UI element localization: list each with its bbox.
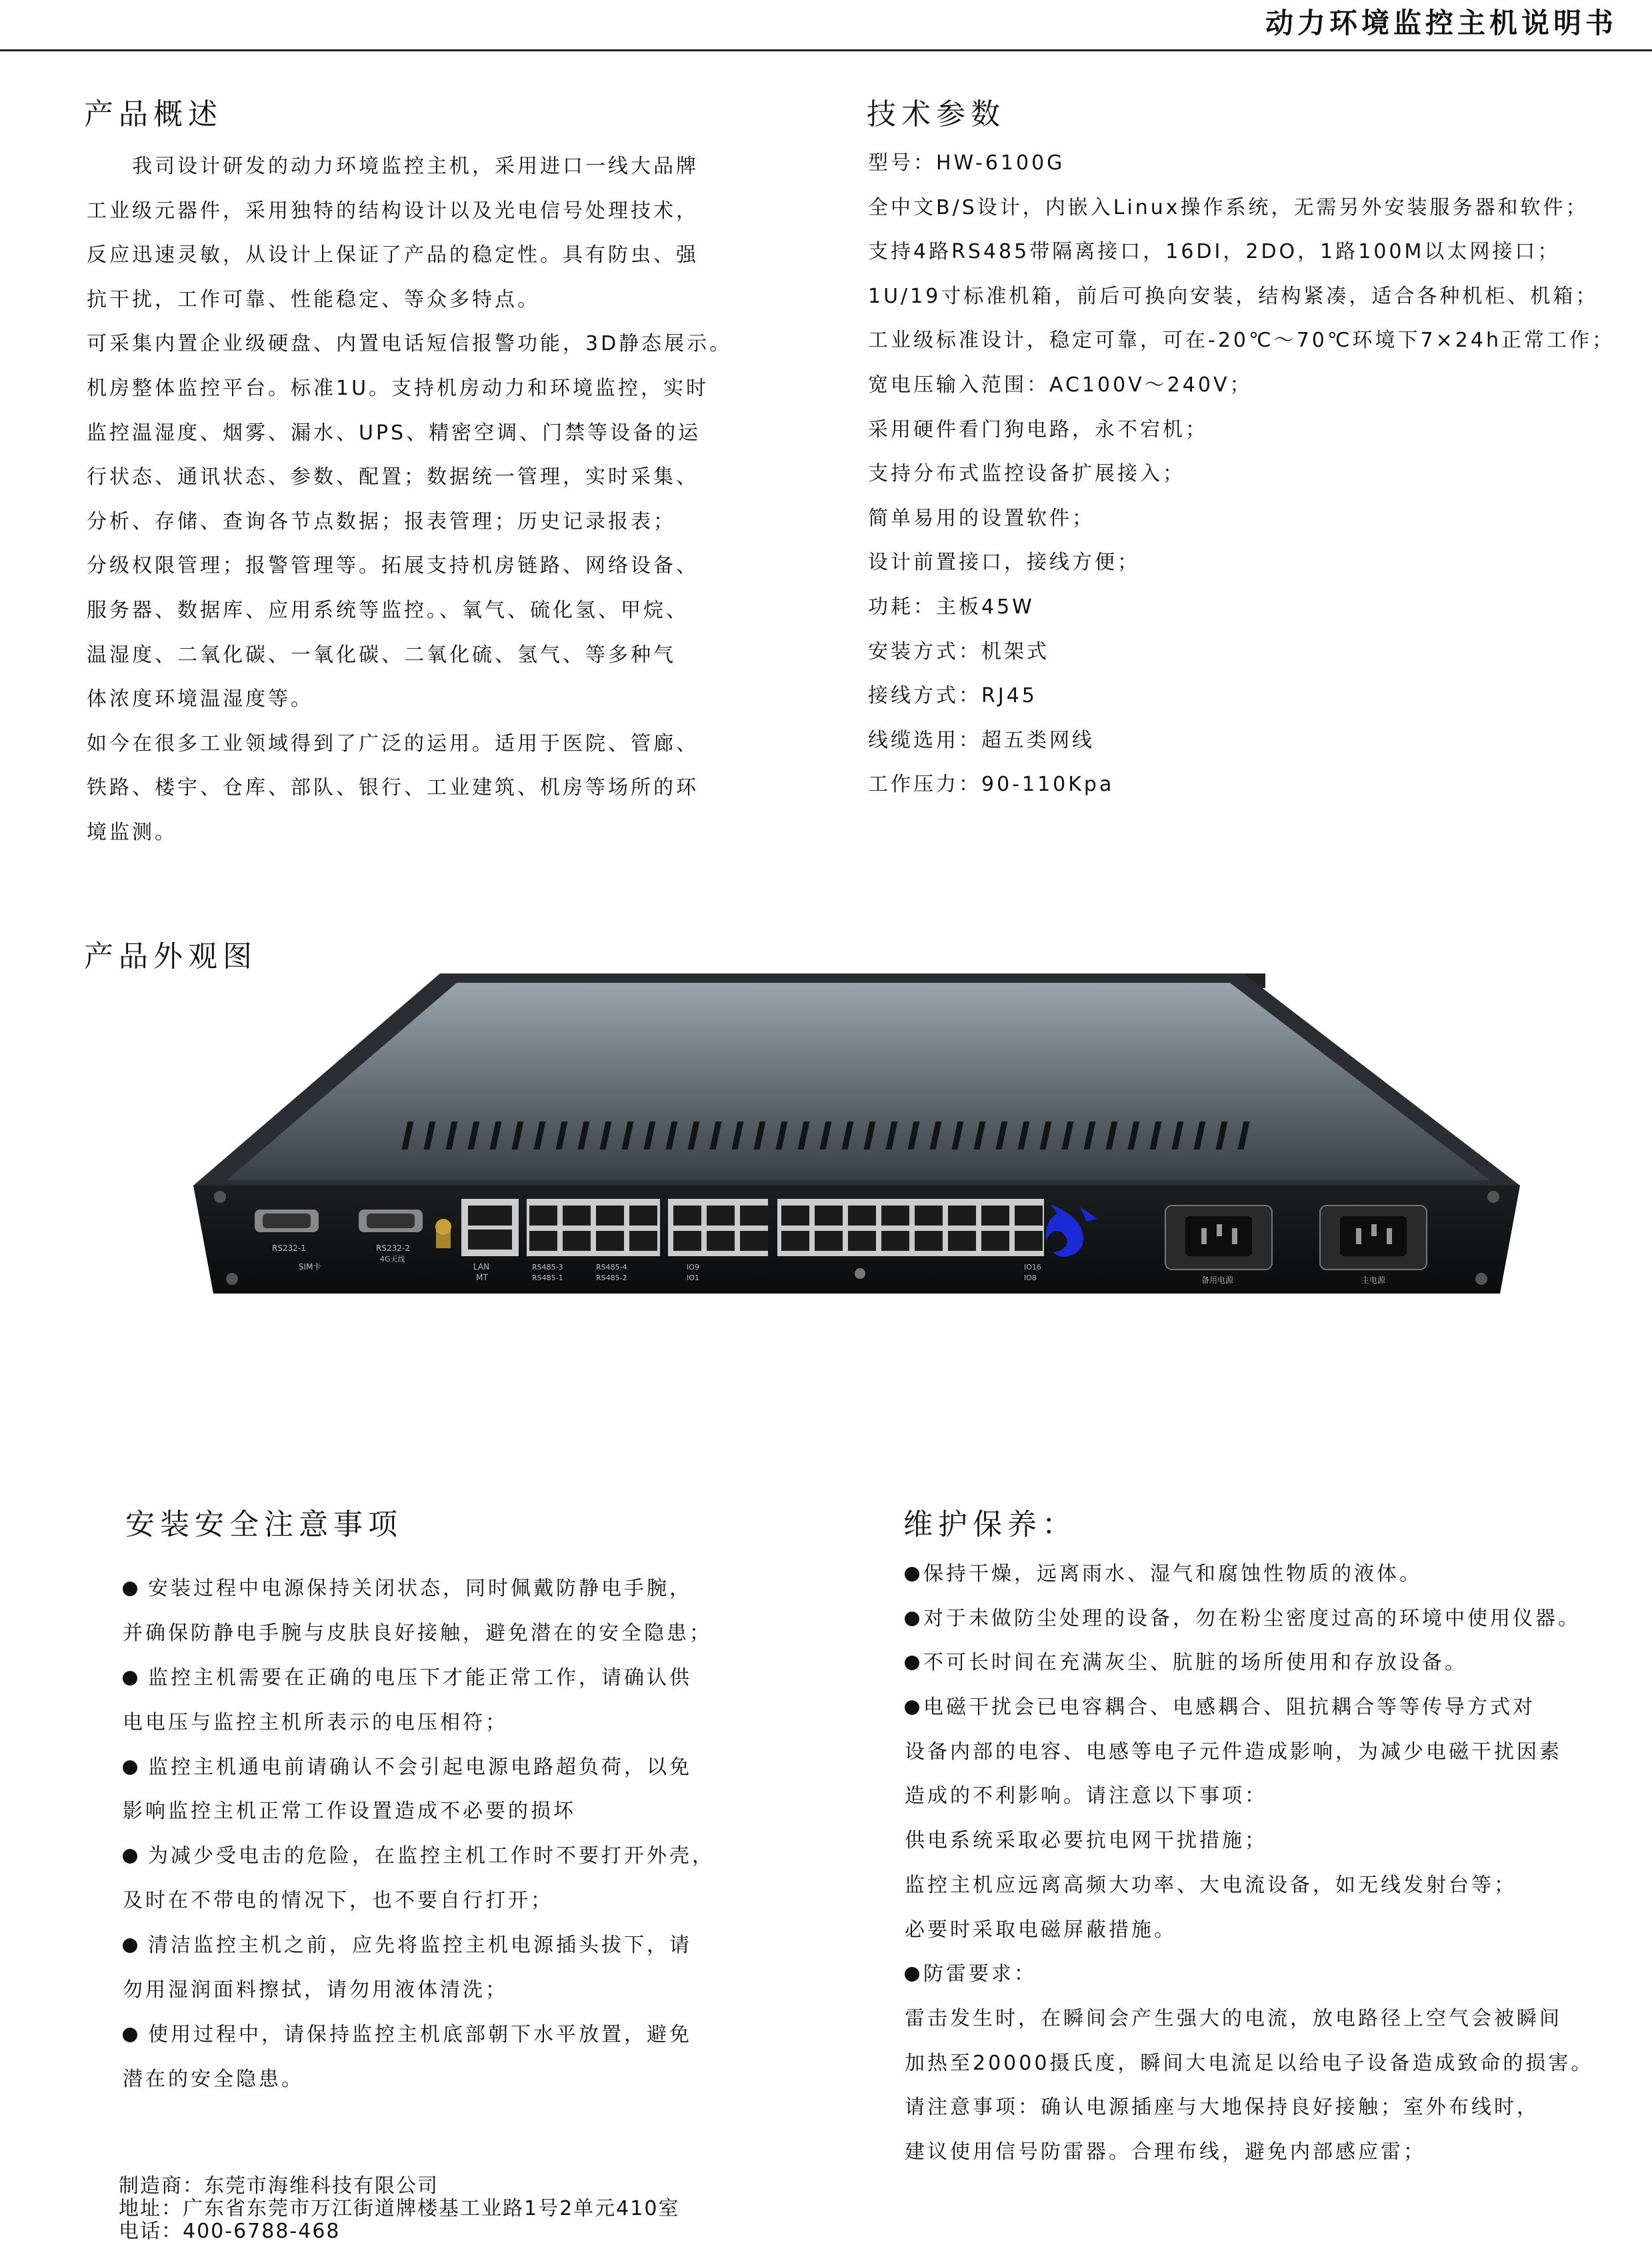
install-item bbox=[123, 1968, 715, 2013]
product-photo bbox=[193, 953, 1520, 1354]
spec-item: 简单易用的设置软件； bbox=[868, 506, 1095, 530]
rj45-jack bbox=[629, 1231, 657, 1251]
spec-item: 1U/19寸标准机箱，前后可换向安装，结构紧凑，适合各种机柜、机箱； bbox=[868, 284, 1599, 308]
line-text: 使用过程中，请保持监控主机底部朝下水平放置，避免 bbox=[148, 2022, 692, 2046]
overview-line: 抗干扰，工作可靠、性能稳定、等众多特点。 bbox=[87, 287, 540, 311]
overview-line: 我司设计研发的动力环境监控主机，采用进口一线大品牌 bbox=[132, 155, 699, 178]
line-text: 勿用湿润面料擦拭，请勿用液体清洗； bbox=[123, 1978, 508, 2002]
svg-text:RS232-1: RS232-1 bbox=[272, 1244, 306, 1253]
maintenance-item bbox=[905, 2042, 1593, 2086]
specs-list bbox=[868, 141, 1615, 807]
line-text: 影响监控主机正常工作设置造成不必要的损坏 bbox=[123, 1800, 576, 1824]
svg-text:IO9: IO9 bbox=[687, 1263, 699, 1272]
svg-text:RS485-2: RS485-2 bbox=[596, 1274, 627, 1282]
rj45-jack bbox=[948, 1231, 976, 1251]
line-text: 并确保防静电手腕与皮肤良好接触，避免潜在的安全隐患； bbox=[123, 1621, 712, 1645]
spec-item: 支持分布式监控设备扩展接入； bbox=[868, 462, 1185, 486]
rj45-jack bbox=[563, 1206, 591, 1226]
bullet-icon bbox=[905, 1700, 919, 1715]
rj45-jack bbox=[915, 1206, 943, 1226]
bullet-icon bbox=[905, 1967, 919, 1982]
line-text: 建议使用信号防雷器。合理布线，避免内部感应雷； bbox=[905, 2140, 1426, 2164]
maintenance-item bbox=[905, 1552, 1593, 1597]
rj45-jack bbox=[881, 1206, 909, 1226]
antenna-connector bbox=[435, 1219, 451, 1248]
bullet-icon bbox=[905, 1612, 919, 1626]
install-item bbox=[123, 1879, 715, 1924]
overview-heading: 产品概述 bbox=[84, 97, 223, 131]
overview-text bbox=[87, 145, 732, 855]
install-item bbox=[123, 1701, 715, 1746]
install-item bbox=[123, 1790, 715, 1834]
line-text: 设备内部的电容、电感等电子元件造成影响，为减少电磁干扰因素 bbox=[905, 1740, 1562, 1764]
maintenance-heading: 维护保养： bbox=[903, 1508, 1077, 1542]
overview-line: 监控温湿度、烟雾、漏水、UPS、精密空调、门禁等设备的运 bbox=[87, 421, 701, 445]
svg-text:RS232-2: RS232-2 bbox=[376, 1244, 410, 1253]
spec-item: 宽电压输入范围：AC100V～240V； bbox=[868, 373, 1253, 397]
overview-line: 铁路、楼宇、仓库、部队、银行、工业建筑、机房等场所的环 bbox=[87, 776, 699, 800]
overview-line: 机房整体监控平台。标准1U。支持机房动力和环境监控，实时 bbox=[87, 376, 709, 400]
rj45-jack bbox=[915, 1231, 943, 1251]
overview-line: 温湿度、二氧化碳、一氧化碳、二氧化硫、氢气、等多种气 bbox=[87, 643, 676, 667]
svg-text:IO1: IO1 bbox=[687, 1274, 699, 1282]
install-item bbox=[123, 1746, 715, 1790]
bullet-icon bbox=[123, 1760, 137, 1775]
specs-heading: 技术参数 bbox=[867, 97, 1005, 131]
maintenance-item bbox=[905, 1819, 1593, 1864]
rj45-jack bbox=[740, 1231, 768, 1251]
rj45-jack bbox=[529, 1231, 557, 1251]
rj45-jack bbox=[596, 1206, 624, 1226]
maintenance-item bbox=[905, 1641, 1593, 1686]
svg-text:IO16: IO16 bbox=[1024, 1263, 1041, 1272]
spec-item: 工业级标准设计，稳定可靠，可在-20℃～70℃环境下7×24h正常工作； bbox=[868, 329, 1615, 353]
line-text: 供电系统采取必要抗电网干扰措施； bbox=[905, 1829, 1267, 1853]
spec-item: 接线方式：RJ45 bbox=[868, 684, 1037, 708]
svg-text:RS485-3: RS485-3 bbox=[532, 1263, 563, 1272]
rj45-jack bbox=[673, 1206, 701, 1226]
line-text: 不可长时间在充满灰尘、肮脏的场所使用和存放设备。 bbox=[923, 1651, 1467, 1675]
svg-text:IO8: IO8 bbox=[1024, 1274, 1037, 1282]
maintenance-item bbox=[905, 1597, 1593, 1642]
maintenance-item bbox=[905, 1774, 1593, 1819]
install-heading: 安装安全注意事项 bbox=[125, 1508, 403, 1542]
rj45-jack bbox=[1015, 1231, 1043, 1251]
overview-line: 分析、存储、查询各节点数据；报表管理；历史记录报表； bbox=[87, 509, 676, 533]
footer bbox=[119, 2175, 679, 2243]
sim-label: SIM卡 bbox=[299, 1262, 321, 1272]
line-text: 为减少受电击的危险，在监控主机工作时不要打开外壳， bbox=[148, 1844, 715, 1868]
rj45-jack bbox=[596, 1231, 624, 1251]
bullet-icon bbox=[123, 1938, 137, 1953]
maintenance-item bbox=[905, 2130, 1593, 2175]
line-text: 及时在不带电的情况下，也不要自行打开； bbox=[123, 1889, 553, 1913]
maintenance-item bbox=[905, 1686, 1593, 1730]
rj45-jack bbox=[781, 1206, 809, 1226]
line-text: 监控主机需要在正确的电压下才能正常工作，请确认供 bbox=[148, 1666, 692, 1690]
maintenance-item bbox=[905, 1908, 1593, 1953]
bullet-icon bbox=[905, 1567, 919, 1582]
maintenance-item bbox=[905, 1864, 1593, 1908]
spec-item: 安装方式：机架式 bbox=[868, 639, 1049, 663]
manufacturer: 制造商：东莞市海维科技有限公司 bbox=[119, 2174, 439, 2198]
overview-line: 可采集内置企业级硬盘、内置电话短信报警功能，3D静态展示。 bbox=[87, 332, 733, 356]
install-item bbox=[123, 2013, 715, 2058]
spec-item: 支持4路RS485带隔离接口，16DI，2DO，1路100M以太网接口； bbox=[868, 240, 1561, 264]
line-text: 造成的不利影响。请注意以下事项： bbox=[905, 1784, 1267, 1808]
line-text: 请注意事项：确认电源插座与大地保持良好接触；室外布线时， bbox=[905, 2096, 1539, 2120]
overview-line: 工业级元器件，采用独特的结构设计以及光电信号处理技术， bbox=[87, 199, 699, 223]
line-text: 电电压与监控主机所表示的电压相符； bbox=[123, 1710, 508, 1734]
bullet-icon bbox=[123, 2028, 137, 2042]
svg-text:主电源: 主电源 bbox=[1361, 1276, 1386, 1285]
maintenance-item bbox=[905, 1952, 1593, 1997]
overview-line: 体浓度环境温湿度等。 bbox=[87, 687, 313, 711]
spec-item: 功耗：主板45W bbox=[868, 595, 1035, 619]
install-item bbox=[123, 1656, 715, 1701]
rj45-jack bbox=[981, 1231, 1009, 1251]
install-item bbox=[123, 1834, 715, 1879]
install-item bbox=[123, 1612, 715, 1656]
maintenance-list bbox=[905, 1552, 1593, 2175]
spec-item: 工作压力：90-110Kpa bbox=[868, 773, 1115, 797]
bullet-icon bbox=[905, 1656, 919, 1670]
line-text: 防雷要求： bbox=[923, 1962, 1037, 1986]
line-text: 加热至20000摄氏度，瞬间大电流足以给电子设备造成致命的损害。 bbox=[905, 2051, 1594, 2075]
spec-item: 全中文B/S设计，内嵌入Linux操作系统，无需另外安装服务器和软件； bbox=[868, 195, 1589, 219]
rj45-jack bbox=[815, 1231, 843, 1251]
address: 地址：广东省东莞市万江街道牌楼基工业路1号2单元410室 bbox=[119, 2197, 680, 2220]
rj45-jack bbox=[673, 1231, 701, 1251]
maintenance-item bbox=[905, 1730, 1593, 1775]
spec-item: 型号：HW-6100G bbox=[868, 151, 1065, 175]
spec-item: 线缆选用：超五类网线 bbox=[868, 728, 1095, 752]
svg-text:RS485-4: RS485-4 bbox=[596, 1263, 627, 1272]
line-text: 电磁干扰会已电容耦合、电感耦合、阻抗耦合等等传导方式对 bbox=[923, 1696, 1535, 1720]
line-text: 必要时采取电磁屏蔽措施。 bbox=[905, 1918, 1177, 1942]
overview-line: 行状态、通讯状态、参数、配置；数据统一管理，实时采集、 bbox=[87, 465, 699, 489]
svg-text:RS485-1: RS485-1 bbox=[532, 1274, 563, 1282]
phone: 电话：400-6788-468 bbox=[119, 2220, 341, 2243]
line-text: 雷击发生时，在瞬间会产生强大的电流，放电路径上空气会被瞬间 bbox=[905, 2006, 1562, 2030]
overview-line: 如今在很多工业领域得到了广泛的运用。适用于医院、管廊、 bbox=[87, 731, 699, 755]
line-text: 监控主机通电前请确认不会引起电源电路超负荷，以免 bbox=[148, 1755, 692, 1779]
rj45-jack bbox=[781, 1231, 809, 1251]
rj45-jack bbox=[707, 1231, 735, 1251]
line-text: 安装过程中电源保持关闭状态，同时佩戴防静电手腕， bbox=[148, 1577, 692, 1600]
rj45-jack bbox=[815, 1206, 843, 1226]
appearance-heading: 产品外观图 bbox=[84, 939, 257, 973]
rj45-jack bbox=[1015, 1206, 1043, 1226]
install-item bbox=[123, 2058, 715, 2102]
line-text: 对于未做防尘处理的设备，勿在粉尘密度过高的环境中使用仪器。 bbox=[923, 1606, 1581, 1630]
line-text: 保持干燥，远离雨水、湿气和腐蚀性物质的液体。 bbox=[923, 1562, 1422, 1586]
rj45-jack bbox=[848, 1206, 876, 1226]
install-item bbox=[123, 1567, 715, 1612]
overview-line: 分级权限管理；报警管理等。拓展支持机房链路、网络设备、 bbox=[87, 554, 699, 578]
install-list bbox=[123, 1567, 715, 2102]
svg-text:MT: MT bbox=[476, 1273, 488, 1282]
bullet-icon bbox=[123, 1582, 137, 1596]
rj45-jack bbox=[629, 1206, 657, 1226]
overview-line: 境监测。 bbox=[87, 820, 177, 844]
bullet-icon bbox=[123, 1671, 137, 1686]
svg-text:LAN: LAN bbox=[473, 1262, 490, 1272]
header-title: 动力环境监控主机说明书 bbox=[1265, 7, 1617, 39]
maintenance-item bbox=[905, 1997, 1593, 2042]
spec-item: 采用硬件看门狗电路，永不宕机； bbox=[868, 417, 1208, 441]
overview-line: 反应迅速灵敏，从设计上保证了产品的稳定性。具有防虫、强 bbox=[87, 243, 699, 267]
line-text: 监控主机应远离高频大功率、大电流设备，如无线发射台等； bbox=[905, 1873, 1517, 1897]
rj45-jack bbox=[707, 1206, 735, 1226]
line-text: 潜在的安全隐患。 bbox=[123, 2067, 304, 2091]
overview-line: 服务器、数据库、应用系统等监控。、氧气、硫化氢、甲烷、 bbox=[87, 598, 689, 622]
spec-item: 设计前置接口，接线方便； bbox=[868, 551, 1140, 575]
rj45-jack bbox=[529, 1206, 557, 1226]
rj45-jack bbox=[740, 1206, 768, 1226]
header-rule bbox=[0, 49, 1652, 51]
maintenance-item bbox=[905, 2086, 1593, 2130]
bullet-icon bbox=[123, 1849, 137, 1864]
rj45-jack bbox=[981, 1206, 1009, 1226]
rj45-jack bbox=[948, 1206, 976, 1226]
line-text: 清洁监控主机之前，应先将监控主机电源插头拔下，请 bbox=[148, 1934, 692, 1958]
rj45-jack bbox=[881, 1231, 909, 1251]
rj45-jack bbox=[563, 1231, 591, 1251]
svg-text:4G天线: 4G天线 bbox=[380, 1255, 405, 1264]
install-item bbox=[123, 1924, 715, 1968]
svg-text:备用电源: 备用电源 bbox=[1201, 1276, 1234, 1285]
rj45-jack bbox=[848, 1231, 876, 1251]
